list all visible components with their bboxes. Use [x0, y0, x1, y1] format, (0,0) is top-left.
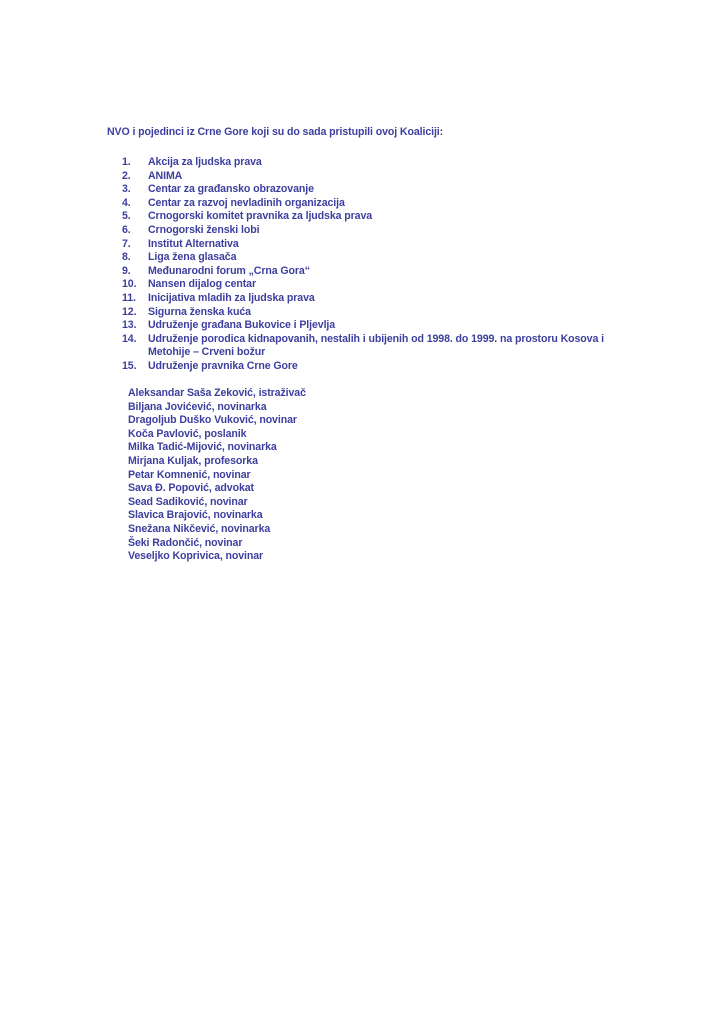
individual-item: Biljana Jovićević, novinarka [128, 400, 267, 413]
organization-item [122, 183, 642, 197]
intro-text: NVO i pojedinci iz Crne Gore koji su do sada pristupili ovoj Koaliciji: [107, 126, 444, 138]
organization-number: 7. [122, 237, 131, 250]
individual-item: Sead Sadiković, novinar [128, 495, 248, 508]
organization-name: Sigurna ženska kuća [148, 305, 251, 318]
individual-item: Slavica Brajović, novinarka [128, 509, 263, 522]
organization-number: 15. [122, 359, 137, 372]
organization-number: 10. [122, 278, 137, 291]
individual-item: Aleksandar Saša Zeković, istraživač [128, 387, 306, 399]
individual-item: Petar Komnenić, novinar [128, 468, 251, 481]
organization-item [122, 306, 642, 320]
organization-number: 11. [122, 291, 136, 304]
organization-list [122, 156, 642, 374]
organization-number: 13. [122, 319, 137, 332]
organization-item [122, 292, 642, 306]
organization-name: Nansen dijalog centar [148, 278, 256, 291]
organization-number: 12. [122, 305, 137, 318]
individual-item: Mirjana Kuljak, profesorka [128, 454, 258, 467]
organization-number: 2. [122, 169, 131, 182]
organization-number: 6. [122, 223, 131, 236]
organization-name: Centar za građansko obrazovanje [148, 183, 314, 196]
organization-number: 3. [122, 183, 131, 196]
individual-item: Šeki Radončić, novinar [128, 536, 243, 549]
organization-item [122, 333, 642, 360]
organization-name: Akcija za ljudska prava [148, 156, 262, 168]
organization-name: Centar za razvoj nevladinih organizacija [148, 196, 345, 209]
organization-number: 8. [122, 251, 131, 264]
organization-name: Međunarodni forum „Crna Gora“ [148, 264, 310, 277]
individual-item: Veseljko Koprivica, novinar [128, 550, 264, 563]
organization-name: Udruženje porodica kidnapovanih, nestalih i ubijenih od 1998. do 1999. na prostoru Kosova i Metohije – Crveni božur [148, 332, 604, 359]
organization-name: Inicijativa mladih za ljudska prava [148, 291, 315, 304]
organization-name: Liga žena glasača [148, 251, 237, 264]
organization-name: Udruženje građana Bukovice i Pljevlja [148, 319, 336, 332]
organization-name: Crnogorski komitet pravnika za ljudska prava [148, 210, 373, 223]
organization-name: Crnogorski ženski lobi [148, 223, 260, 236]
organization-number: 1. [122, 156, 131, 168]
organization-item [122, 360, 642, 374]
organization-item [122, 210, 642, 224]
individual-item: Milka Tadić-Mijović, novinarka [128, 441, 277, 454]
organization-item [122, 170, 642, 184]
organization-item [122, 265, 642, 279]
organization-item [122, 156, 642, 170]
organization-number: 14. [122, 332, 137, 345]
individual-item: Sava Đ. Popović, advokat [128, 482, 254, 495]
organization-number: 5. [122, 210, 131, 223]
organization-item [122, 224, 642, 238]
organization-name: Institut Alternativa [148, 237, 239, 250]
organization-item [122, 197, 642, 211]
individuals-list [128, 387, 306, 564]
organization-number: 9. [122, 264, 131, 277]
organization-item [122, 278, 642, 292]
individual-item: Koča Pavlović, poslanik [128, 427, 247, 440]
individual-item: Dragoljub Duško Vuković, novinar [128, 414, 297, 427]
organization-number: 4. [122, 196, 131, 209]
organization-item [122, 238, 642, 252]
organization-item [122, 319, 642, 333]
organization-item [122, 251, 642, 265]
organization-name: ANIMA [148, 169, 183, 182]
organization-name: Udruženje pravnika Crne Gore [148, 359, 298, 372]
individual-item: Snežana Nikčević, novinarka [128, 522, 271, 535]
